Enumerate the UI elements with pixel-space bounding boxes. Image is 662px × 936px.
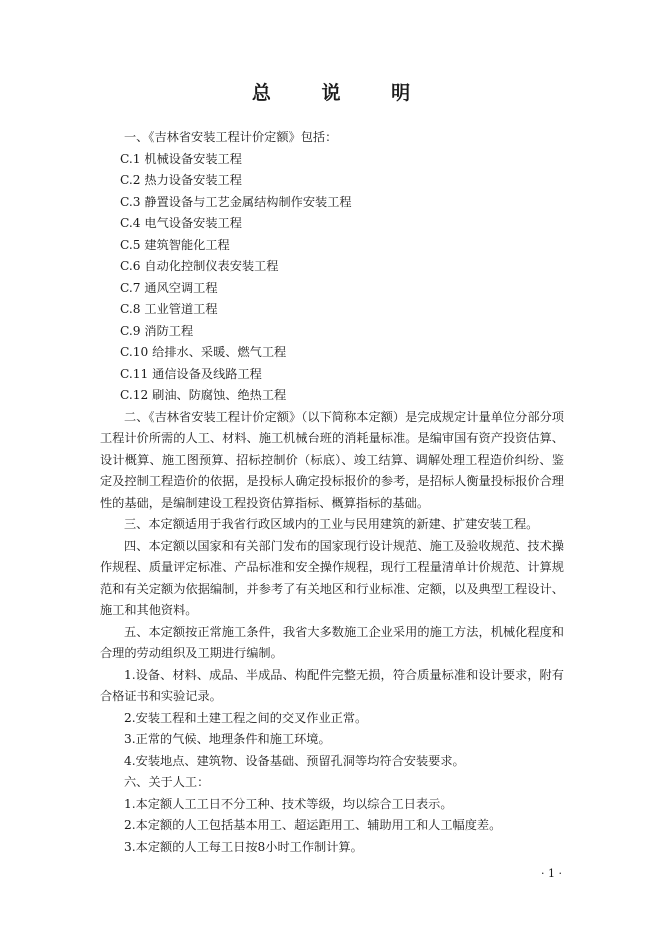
list-item: C.5 建筑智能化工程 — [120, 237, 230, 252]
paragraph-section-5: 五、本定额按正常施工条件，我省大多数施工企业采用的施工方法，机械化程度和合理的劳动组织及工期进行编制。 — [100, 624, 564, 660]
list-item: C.1 机械设备安装工程 — [120, 151, 242, 166]
list-item: C.7 通风空调工程 — [120, 280, 218, 295]
list-item: C.6 自动化控制仪表安装工程 — [120, 259, 279, 273]
page-number: · 1 · — [541, 867, 562, 880]
paragraph-condition-2: 2.安装工程和土建工程之间的交叉作业正常。 — [124, 710, 368, 725]
paragraph-labor-3: 3.本定额的人工每工日按8小时工作制计算。 — [124, 839, 363, 854]
list-item: C.8 工业管道工程 — [120, 302, 218, 316]
list-item: C.4 电气设备安装工程 — [120, 216, 242, 230]
paragraph-section-2: 二、《吉林省安装工程计价定额》（以下简称本定额）是完成规定计量单位分部分项工程计价所需的人工、材料、施工机械台班的消耗量标准。是编审国有资产投资估算、设计概算、施工图预算、招标控制价（标底）、竣工结算、调解处理工程造价纠纷、鉴定及控制工程造价的依据，是投标人确定投标报价的参考，是招标人衡量投标报价合理性的基础，是编制建设工程投资估算指标、概算指标的基础。 — [100, 409, 564, 510]
list-item: C.10 给排水、采暖、燃气工程 — [120, 345, 287, 359]
paragraph-section-3: 三、本定额适用于我省行政区域内的工业与民用建筑的新建、扩建安装工程。 — [124, 517, 539, 531]
paragraph-section-4: 四、本定额以国家和有关部门发布的国家现行设计规范、施工及验收规范、技术操作规程、质量评定标准、产品标准和安全操作规程，现行工程量清单计价规范、计算规范和有关定额为依据编制，并参考了有关地区和行业标准、定额，以及典型工程设计、施工和其他资料。 — [100, 538, 564, 617]
page-title: 总 说 明 — [251, 82, 433, 104]
list-item: C.3 静置设备与工艺金属结构制作安装工程 — [120, 194, 352, 209]
paragraph-intro: 一、《吉林省安装工程计价定额》包括： — [124, 130, 338, 144]
document-body — [100, 127, 564, 858]
paragraph-condition-3: 3.正常的气候、地理条件和施工环境。 — [124, 732, 331, 746]
list-item: C.12 刷油、防腐蚀、绝热工程 — [120, 388, 287, 402]
paragraph-labor-1: 1.本定额人工工日不分工种、技术等级，均以综合工日表示。 — [124, 796, 453, 811]
paragraph-condition-1: 1.设备、材料、成品、半成品、构配件完整无损，符合质量标准和设计要求，附有合格证书和实验记录。 — [100, 667, 564, 703]
list-item: C.9 消防工程 — [120, 323, 194, 338]
paragraph-section-6: 六、关于人工： — [124, 775, 210, 789]
paragraph-condition-4: 4.安装地点、建筑物、设备基础、预留孔洞等均符合安装要求。 — [124, 753, 465, 768]
list-item: C.11 通信设备及线路工程 — [120, 366, 262, 381]
paragraph-labor-2: 2.本定额的人工包括基本用工、超运距用工、辅助用工和人工幅度差。 — [124, 818, 502, 832]
list-item: C.2 热力设备安装工程 — [120, 173, 242, 187]
